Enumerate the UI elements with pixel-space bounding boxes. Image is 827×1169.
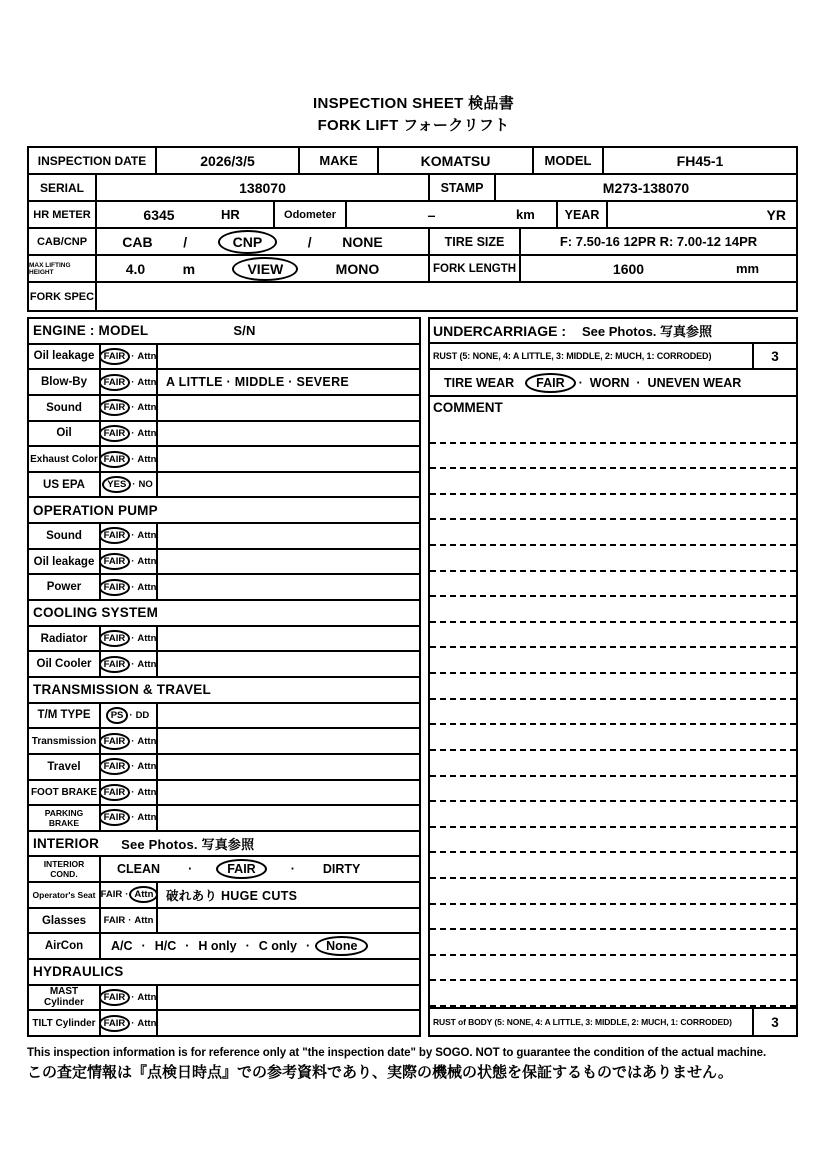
note-cell	[158, 524, 419, 548]
check-cell	[101, 755, 158, 779]
option-attn: Attn	[137, 453, 157, 465]
row-oil-leakage	[29, 345, 419, 371]
row-label: US EPA	[29, 473, 101, 497]
none-option: NONE	[342, 233, 383, 250]
inspection-date-label: INSPECTION DATE	[29, 148, 157, 173]
option-attn: Attn	[137, 1017, 157, 1029]
option-attn: Attn	[137, 735, 157, 747]
header-table	[27, 146, 798, 312]
serial-value: 138070	[97, 175, 430, 200]
section-extra-note: See Photos. 写真参照	[121, 837, 255, 853]
fork-spec-label: FORK SPEC	[29, 283, 97, 310]
option-h-only: H only	[198, 939, 237, 954]
model-value: FH45-1	[676, 152, 724, 169]
dot-separator: ·	[131, 350, 135, 362]
row-exhaust-color	[29, 447, 419, 473]
note-cell	[158, 396, 419, 420]
serial-label: SERIAL	[29, 175, 97, 200]
check-cell	[101, 729, 158, 753]
dot-separator: ·	[131, 761, 135, 773]
option-attn: Attn	[137, 633, 157, 644]
comment-line	[430, 469, 796, 495]
option-fair: FAIR	[216, 859, 266, 879]
option-yes: YES	[102, 476, 131, 493]
comment-line	[430, 418, 796, 444]
section-header-engine-model	[29, 319, 419, 345]
comment-line	[430, 546, 796, 572]
right-table	[428, 317, 798, 1037]
check-cell	[101, 473, 158, 497]
row-operator-s-seat	[29, 883, 419, 909]
dot-separator: ·	[132, 479, 136, 491]
note-cell	[158, 704, 419, 728]
dot-separator: ·	[305, 939, 311, 954]
comment-line	[430, 495, 796, 521]
check-cell	[101, 909, 158, 933]
option-fair: FAIR	[99, 451, 131, 468]
option-fair: FAIR	[99, 1015, 131, 1032]
note-cell	[158, 550, 419, 574]
comment-label: COMMENT	[433, 400, 503, 415]
option-clean: CLEAN	[117, 862, 161, 877]
option-fair: FAIR	[99, 989, 131, 1006]
note-cell	[158, 986, 419, 1010]
choice-cell	[101, 857, 419, 881]
option-attn: Attn	[137, 581, 157, 593]
row-label: Travel	[29, 755, 101, 779]
check-cell	[101, 986, 158, 1010]
row-label: Oil leakage	[29, 345, 101, 369]
row-label: Sound	[29, 396, 101, 420]
note-cell	[158, 422, 419, 446]
comment-line	[430, 905, 796, 931]
hr-meter-value: 6345	[143, 206, 175, 223]
lifting-height-unit: m	[182, 260, 196, 277]
comment-line	[430, 572, 796, 598]
comment-line	[430, 700, 796, 726]
choice-cell	[101, 934, 419, 958]
dot-separator: ·	[131, 581, 135, 593]
note-cell: A LITTLE · MIDDLE · SEVERE	[166, 375, 350, 390]
slash-separator: /	[183, 233, 188, 250]
row-travel	[29, 755, 419, 781]
option-h-c: H/C	[154, 939, 177, 954]
stamp-label: STAMP	[430, 175, 496, 200]
page-subtitle: FORK LIFT フォークリフト	[317, 117, 510, 134]
comment-line	[430, 853, 796, 879]
comment-line	[430, 648, 796, 674]
header-row-4	[29, 229, 796, 256]
dot-separator: ·	[636, 375, 641, 390]
comment-line	[430, 981, 796, 1007]
note-cell	[158, 473, 419, 497]
dot-separator: ·	[128, 915, 132, 927]
note-cell	[158, 575, 419, 599]
section-title: COOLING SYSTEM	[33, 605, 159, 621]
row-interior-cond	[29, 857, 419, 883]
odometer-unit: km	[516, 207, 535, 222]
comment-line	[430, 674, 796, 700]
row-glasses	[29, 909, 419, 935]
comment-line	[430, 828, 796, 854]
rust-of-body-label: RUST of BODY (5: NONE, 4: A LITTLE, 3: MIDDLE, 2: MUCH, 1: CORRODED)	[433, 1017, 732, 1027]
option-attn: Attn	[129, 886, 158, 903]
section-header-hydraulics	[29, 960, 419, 986]
tire-wear-row	[430, 370, 796, 397]
dot-separator: ·	[141, 939, 146, 954]
undercarriage-section-header	[430, 319, 796, 344]
option-uneven-wear: UNEVEN WEAR	[647, 375, 742, 390]
disclaimer-english: This inspection information is for reference only at "the inspection date" by SOGO. NOT to guarantee the condition of the actual machine.	[27, 1047, 767, 1059]
section-header-interior	[29, 832, 419, 858]
row-oil-cooler	[29, 652, 419, 678]
option-fair: FAIR	[100, 889, 123, 901]
row-aircon	[29, 934, 419, 960]
section-title: INTERIOR	[33, 836, 100, 852]
stamp-value: M273-138070	[602, 179, 690, 196]
document-title-block	[0, 93, 827, 137]
rust-label: RUST (5: NONE, 4: A LITTLE, 3: MIDDLE, 2: MUCH, 1: CORRODED)	[433, 351, 712, 361]
row-sound	[29, 396, 419, 422]
make-label: MAKE	[300, 148, 379, 173]
dot-separator: ·	[131, 735, 135, 747]
note-cell	[158, 447, 419, 471]
option-fair: FAIR	[99, 425, 131, 442]
comment-line	[430, 879, 796, 905]
dot-separator: ·	[131, 991, 135, 1003]
row-mast-cylinder	[29, 986, 419, 1012]
check-cell	[101, 575, 158, 599]
row-oil-leakage	[29, 550, 419, 576]
rust-of-body-row	[430, 1007, 796, 1035]
row-label: Transmission	[29, 729, 101, 753]
check-cell	[101, 550, 158, 574]
row-label: INTERIOR COND.	[29, 857, 101, 881]
mono-option: MONO	[335, 260, 380, 277]
hr-meter-unit: HR	[221, 207, 240, 222]
row-label: T/M TYPE	[29, 704, 101, 728]
lifting-cell	[97, 256, 430, 281]
view-option-circled: VIEW	[232, 257, 298, 281]
row-oil	[29, 422, 419, 448]
comment-lines	[430, 418, 796, 1007]
cab-cnp-label: CAB/CNP	[29, 229, 97, 254]
option-fair: FAIR	[99, 527, 131, 544]
option-a-c: A/C	[111, 939, 133, 954]
check-cell	[101, 370, 158, 394]
note-cell	[158, 909, 419, 933]
comment-line	[430, 802, 796, 828]
dot-separator: ·	[129, 709, 133, 721]
row-label: Exhaust Color	[29, 447, 101, 471]
dot-separator: ·	[131, 530, 135, 542]
dot-separator: ·	[131, 658, 135, 670]
cab-cnp-cell	[97, 229, 430, 254]
row-label: MAST Cylinder	[29, 986, 101, 1010]
dot-separator: ·	[185, 939, 190, 954]
section-title: HYDRAULICS	[33, 964, 124, 980]
dot-separator: ·	[131, 633, 135, 644]
dot-separator: ·	[290, 862, 295, 877]
option-attn: Attn	[137, 658, 157, 670]
max-lifting-height-label: MAX LIFTING HEIGHT	[29, 256, 97, 281]
dot-separator: ·	[131, 556, 135, 568]
option-attn: Attn	[137, 530, 157, 542]
check-cell	[101, 345, 158, 369]
odometer-cell	[347, 202, 558, 227]
check-cell	[101, 652, 158, 676]
option-none: None	[315, 936, 368, 956]
row-label: AirCon	[29, 934, 101, 958]
make-value: KOMATSU	[379, 148, 534, 173]
row-us-epa	[29, 473, 419, 499]
see-photos-note: See Photos. 写真参照	[582, 324, 713, 339]
option-no: NO	[138, 479, 153, 491]
header-row-3	[29, 202, 796, 229]
left-table	[27, 317, 421, 1037]
dot-separator: ·	[578, 375, 583, 390]
row-radiator	[29, 627, 419, 653]
dot-separator: ·	[131, 812, 135, 824]
header-row-2	[29, 175, 796, 202]
dot-separator: ·	[131, 376, 135, 388]
header-row-1	[29, 148, 796, 175]
fork-length-value: 1600	[612, 260, 645, 277]
check-cell	[101, 447, 158, 471]
fork-length-unit: mm	[736, 261, 760, 276]
row-sound	[29, 524, 419, 550]
comment-line	[430, 751, 796, 777]
note-cell	[158, 755, 419, 779]
row-label: Sound	[29, 524, 101, 548]
row-label: Oil Cooler	[29, 652, 101, 676]
row-label: Power	[29, 575, 101, 599]
fork-length-label: FORK LENGTH	[430, 256, 521, 281]
comment-line	[430, 597, 796, 623]
option-attn: Attn	[134, 915, 154, 927]
tire-size-value: F: 7.50-16 12PR R: 7.00-12 14PR	[559, 234, 758, 249]
option-fair: FAIR	[99, 553, 131, 570]
section-title: ENGINE : MODEL	[33, 323, 149, 339]
check-cell	[101, 627, 158, 651]
header-row-5	[29, 256, 796, 283]
row-transmission	[29, 729, 419, 755]
footer-disclaimer	[27, 1046, 802, 1084]
option-fair: FAIR	[99, 733, 131, 750]
check-cell	[101, 704, 158, 728]
dot-separator: ·	[131, 786, 135, 798]
note-cell	[158, 729, 419, 753]
comment-line	[430, 956, 796, 982]
year-unit: YR	[766, 206, 786, 223]
rust-score: 3	[752, 344, 796, 368]
option-attn: Attn	[137, 556, 157, 568]
dot-separator: ·	[125, 889, 129, 901]
rust-row	[430, 344, 796, 370]
dot-separator: ·	[245, 939, 250, 954]
row-blow-by	[29, 370, 419, 396]
check-cell	[101, 396, 158, 420]
tire-wear-label: TIRE WEAR	[444, 375, 515, 390]
section-header-transmission-travel	[29, 678, 419, 704]
note-cell	[158, 345, 419, 369]
option-attn: Attn	[137, 402, 157, 414]
option-ps: PS	[106, 707, 129, 724]
check-cell	[101, 524, 158, 548]
hr-meter-cell	[97, 202, 275, 227]
option-fair: FAIR	[99, 579, 131, 596]
section-header-operation-pump	[29, 498, 419, 524]
year-label: YEAR	[558, 202, 608, 227]
dot-separator: ·	[131, 1017, 135, 1029]
dot-separator: ·	[131, 427, 135, 439]
section-header-cooling-system	[29, 601, 419, 627]
note-cell	[158, 806, 419, 830]
option-attn: Attn	[137, 812, 157, 824]
header-row-6	[29, 283, 796, 310]
option-dirty: DIRTY	[322, 862, 361, 877]
option-fair: FAIR	[103, 915, 126, 927]
option-fair: FAIR	[99, 809, 131, 826]
model-label: MODEL	[534, 148, 604, 173]
option-attn: Attn	[137, 376, 157, 388]
section-title: TRANSMISSION & TRAVEL	[33, 682, 211, 698]
option-fair-circled: FAIR	[525, 373, 575, 393]
row-label: Glasses	[29, 909, 101, 933]
option-attn: Attn	[137, 350, 157, 362]
note-cell	[158, 627, 419, 651]
dot-separator: ·	[131, 402, 135, 414]
option-fair: FAIR	[99, 399, 131, 416]
fork-spec-value	[97, 283, 796, 310]
comment-line	[430, 520, 796, 546]
note-cell	[158, 1011, 419, 1035]
row-tilt-cylinder	[29, 1011, 419, 1035]
disclaimer-japanese: この査定情報は『点検日時点』での参考資料であり、実際の機械の状態を保証するものではありません。	[27, 1064, 733, 1081]
row-label: Oil leakage	[29, 550, 101, 574]
row-label: PARKING BRAKE	[29, 806, 101, 830]
check-cell	[101, 806, 158, 830]
note-cell: 破れあり HUGE CUTS	[166, 888, 298, 903]
option-attn: Attn	[137, 427, 157, 439]
row-label: Blow-By	[29, 370, 101, 394]
cab-option: CAB	[122, 233, 153, 250]
option-fair: FAIR	[99, 374, 131, 391]
check-cell	[101, 422, 158, 446]
comment-line	[430, 777, 796, 803]
option-attn: Attn	[137, 786, 157, 798]
option-fair: FAIR	[99, 630, 131, 647]
comment-line	[430, 725, 796, 751]
section-extra-note: S/N	[233, 323, 256, 339]
section-title: OPERATION PUMP	[33, 502, 158, 518]
undercarriage-label: UNDERCARRIAGE :	[433, 322, 566, 339]
page-title: INSPECTION SHEET 検品書	[312, 95, 515, 112]
option-fair: FAIR	[99, 656, 131, 673]
check-cell	[101, 1011, 158, 1035]
option-fair: FAIR	[99, 784, 131, 801]
comment-line	[430, 444, 796, 470]
slash-separator: /	[307, 233, 312, 250]
row-foot-brake	[29, 781, 419, 807]
option-attn: Attn	[137, 761, 157, 773]
row-t-m-type	[29, 704, 419, 730]
note-cell	[158, 652, 419, 676]
row-label: Radiator	[29, 627, 101, 651]
row-power	[29, 575, 419, 601]
check-cell	[101, 781, 158, 805]
cnp-option-circled: CNP	[218, 230, 278, 254]
row-label: FOOT BRAKE	[29, 781, 101, 805]
option-attn: Attn	[137, 991, 157, 1003]
option-fair: FAIR	[99, 348, 131, 365]
row-label: Operator's Seat	[29, 883, 101, 907]
rust-of-body-score: 3	[752, 1009, 796, 1035]
row-label: TILT Cylinder	[29, 1011, 101, 1035]
dot-separator: ·	[188, 862, 193, 877]
tire-size-label: TIRE SIZE	[430, 229, 521, 254]
inspection-date-value: 2026/3/5	[157, 148, 300, 173]
dot-separator: ·	[131, 453, 135, 465]
odometer-value: –	[427, 206, 436, 223]
comment-line	[430, 623, 796, 649]
odometer-label: Odometer	[275, 202, 347, 227]
check-cell	[101, 883, 158, 907]
row-label: Oil	[29, 422, 101, 446]
fork-length-cell	[521, 256, 796, 281]
lifting-height-value: 4.0	[125, 260, 146, 277]
row-parking-brake	[29, 806, 419, 832]
comment-line	[430, 930, 796, 956]
option-worn: WORN	[589, 375, 630, 390]
option-dd: DD	[135, 709, 150, 721]
hr-meter-label: HR METER	[29, 202, 97, 227]
note-cell	[158, 781, 419, 805]
option-c-only: C only	[258, 939, 297, 954]
option-fair: FAIR	[99, 758, 131, 775]
